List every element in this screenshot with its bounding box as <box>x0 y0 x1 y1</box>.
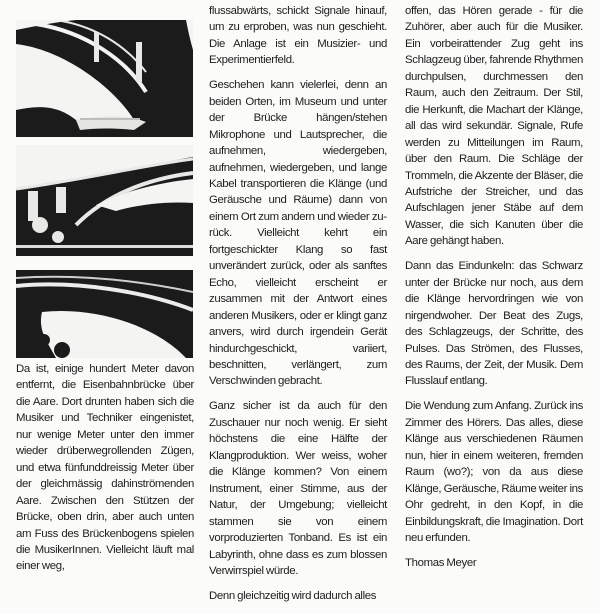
paragraph: Dann das Eindunkeln: das Schwarz unter der Brücke nur noch, aus dem die Klänge hervordringen wie von nirgendwoher. Der Beat des Zugs, des Schlagzeugs, der Schritte, des Pulses. Das Strömen, des Flusses, des Raums, der Zeit, der Musik. Dem Flusslauf entlang. <box>405 260 583 388</box>
paragraph: flussabwärts, schickt Signale hinauf, um zu erproben, was nun geschieht. Die Anlage ist ein Musizier- und Experimentierfeld. <box>209 5 387 67</box>
paragraph: Die Wendung zum Anfang. Zurück ins Zimmer des Hörers. Das alles, diese Klänge aus verschiedenen Räumen nun, hier in einem weiteren, fremden Raum (wo?); von da aus diese Klänge, Geräusche, Räume weiter ins Ohr gedreht, in den Kopf, in die Einbildungskraft, die Imagination. Dort neu erfunden. <box>405 400 583 545</box>
bridge-photo-2 <box>16 145 193 256</box>
bridge-photo-1 <box>16 20 193 137</box>
text-column-1 <box>16 361 194 583</box>
text-column-2 <box>209 3 387 613</box>
paragraph: Denn gleichzeitig wird dadurch alles <box>209 589 377 602</box>
paragraph: Ganz sicher ist da auch für den Zuschauer nur noch wenig. Er sieht höchstens die eine Hälfte der Klangproduktion. Wer weiss, woher die Klänge kommen? Von einem Instrument, einer Stimme, aus der Natur, der Umgebung; vielleicht stammen sie von einem vorproduzierten Tonband. Es ist ein Labyrinth, ohne dass es zum blossen Verwirrspiel würde. <box>209 400 387 577</box>
text-column-3 <box>405 3 583 580</box>
paragraph: offen, das Hören gerade - für die Zuhörer, aber auch für die Musiker. Ein vorbeirattender Zug geht ins Schlagzeug über, fahrende Rhythmen durchpulsen, durchmessen den Raum, auch den Zeitraum. Der Stil, die Herkunft, die Machart der Klänge, all das wird sekundär. Signale, Rufe werden zu Mitteilungen im Raum, über den Raum. Die Schläge der Trommeln, die Akzente der Bläser, die Aufstriche der Streicher, und das Aufschlagen jener Stäbe auf dem Wasser, die sich Kanuten über die Aare gehängt haben. <box>405 5 583 248</box>
paragraph: Geschehen kann vielerlei, denn an beiden Orten, im Museum und unter der Brücke hängen/stehen Mikrophone und Lautsprecher, die aufnehmen, wiedergeben, aufnehmen, wiedergeben, und lange Kabel transportieren die Klänge (und Geräusche und Räume) dann von einem Ort zum andern und wieder zurück. Vielleicht kehrt ein fortgeschickter Klang so fast unverändert zurück, oder als sanftes Echo, vielleicht erscheint er zusammen mit der Antwort eines anderen Musikers, oder er klingt ganz anvers, wird durch irgendein Gerät hindurchgeschickt, variiert, beschnitten, verlängert, zum Verschwinden gebracht. <box>209 79 387 388</box>
bridge-photo-3 <box>16 270 193 358</box>
author-signature: Thomas Meyer <box>405 557 477 569</box>
paragraph: Da ist, einige hundert Meter davon entfernt, die Eisenbahnbrücke über die Aare. Dort drunten haben sich die Musiker und Techniker eingenistet, nur wenige Meter unter den immer wieder drüberwegrollenden Zügen, und etwa fünfunddreissig Meter über der gleichmässig dahinströmenden Aare. Zwischen den Stützen der Brücke, oben drin, aber auch unten am Fuss des Brückenbogens spielen die MusikerInnen. Vielleicht läuft mal einer weg, <box>16 363 194 573</box>
